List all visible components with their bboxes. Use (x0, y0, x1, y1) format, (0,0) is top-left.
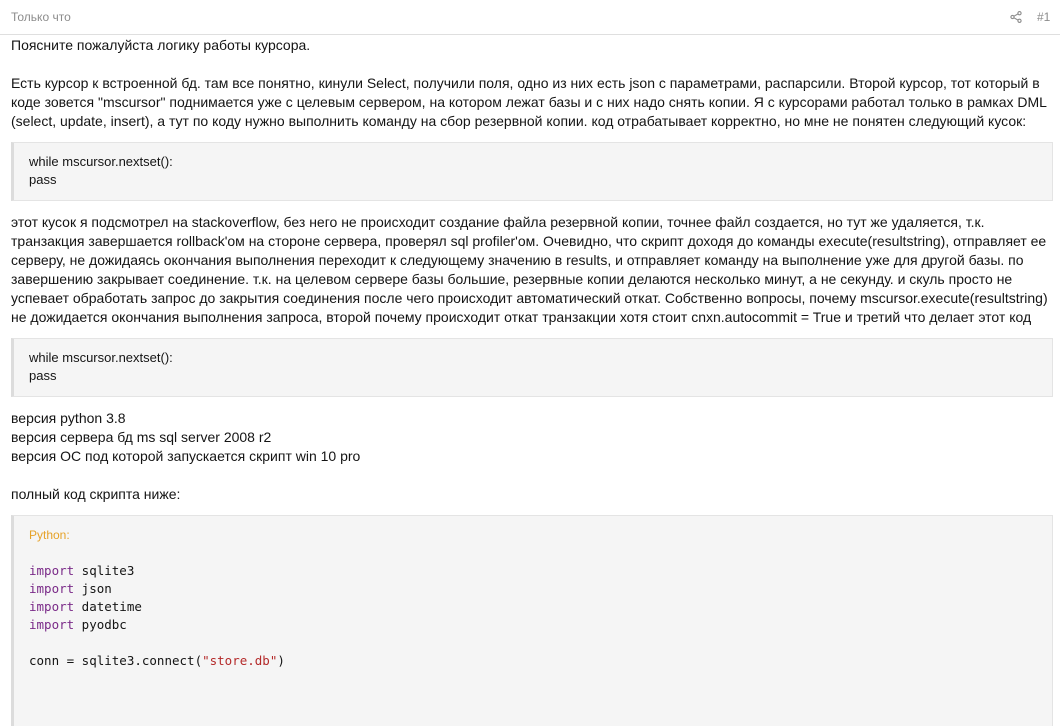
code-line (29, 562, 1037, 580)
code-keyword: import (29, 599, 75, 614)
code-language-label: Python: (29, 528, 70, 542)
code-string: "store.db" (202, 653, 278, 668)
quote-line: pass (29, 172, 57, 187)
version-server: версия сервера бд ms sql server 2008 r2 (11, 429, 272, 445)
code-keyword: import (29, 581, 75, 596)
question-text: Поясните пожалуйста логику работы курсора. (11, 37, 311, 53)
post-timestamp-link[interactable]: Только что (11, 10, 71, 24)
post-content (11, 36, 1053, 726)
code-line (29, 616, 1037, 634)
code-quote-1 (11, 142, 1053, 201)
quote-line: pass (29, 368, 57, 383)
quote-line: while mscursor.nextset(): (29, 350, 173, 365)
code-keyword: import (29, 563, 75, 578)
code-text: ) (277, 653, 285, 668)
code-line (29, 652, 1037, 670)
post-header (0, 0, 1060, 35)
code-line (29, 580, 1037, 598)
paragraph-intro: Есть курсор к встроенной бд. там все понятно, кинули Select, получили поля, одно из них есть json с параметрами, распарсили. Второй курсор, тот который в коде зовется "mscursor" поднимается уже с целевым сервером, на котором лежат базы и с них надо снять копии. Я с курсорами работал только в рамках DML (select, update, insert), а тут по коду нужно выполнить команду на сбор резервной копии. код отрабатывает корректно, но мне не понятен следующий кусок: (11, 75, 1047, 129)
code-line-blank (29, 634, 1037, 652)
paragraph-explanation: этот кусок я подсмотрел на stackoverflow, без него не происходит создание файла резервной копии, точнее файл создается, но тут же удаляется, т.к. транзакция завершается rollback'ом на стороне сервера, проверял sql profiler'ом. Очевидно, что скрипт доходя до команды execute(resultstring), отправляет ее серверу, не дожидаясь окончания выполнения переходит к следующему значению в results, и отправляет команду на выполнение уже для другой базы. по завершению закрывает соединение. т.к. на целевом сервере базы большие, резервные копии делаются несколько минут, а не секунду. и скуль просто не успевает обработать запрос до закрытия соединения после чего происходит автоматический откат. Собственно вопросы, почему mscursor.execute(resultstring) не дожидается окончания выполнения запроса, второй почему происходит откат транзакции хотя стоит cnxn.autocommit = True и третий что делает этот код (11, 214, 1048, 325)
code-text: json (74, 581, 112, 596)
code-quote-2 (11, 338, 1053, 397)
post-number-link[interactable]: #1 (1037, 10, 1051, 24)
quote-line: while mscursor.nextset(): (29, 154, 173, 169)
version-python: версия python 3.8 (11, 410, 126, 426)
code-text: datetime (74, 599, 142, 614)
code-line (29, 598, 1037, 616)
share-icon[interactable] (1010, 11, 1022, 23)
code-text: sqlite3 (74, 563, 135, 578)
full-code-intro: полный код скрипта ниже: (11, 486, 181, 502)
code-text: pyodbc (74, 617, 127, 632)
version-os: версия ОС под которой запускается скрипт win 10 pro (11, 448, 361, 464)
code-keyword: import (29, 617, 75, 632)
code-block (11, 515, 1053, 726)
code-text: conn = sqlite3.connect( (29, 653, 203, 668)
